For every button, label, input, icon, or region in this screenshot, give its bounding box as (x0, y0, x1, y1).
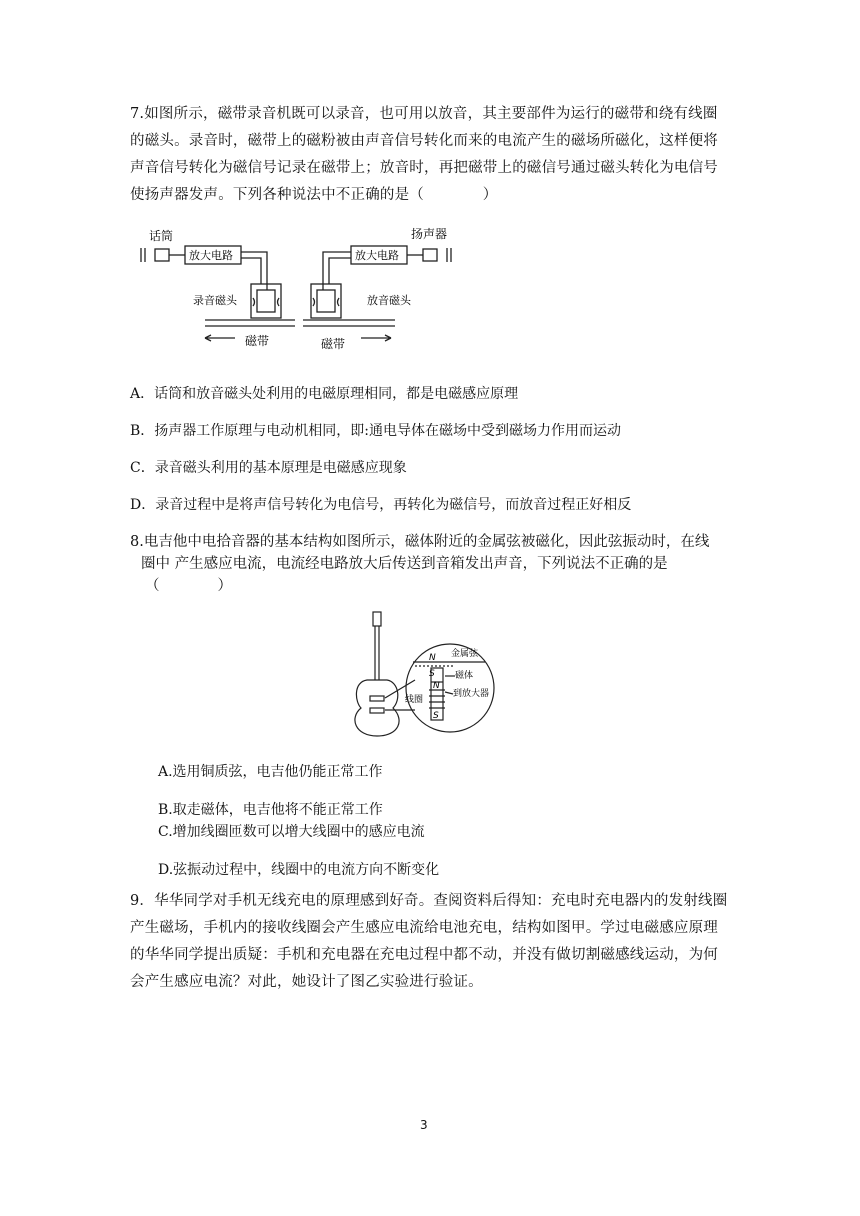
label-tape-left: 磁带 (245, 334, 270, 348)
q8-figure-guitar-pickup (345, 610, 495, 740)
label-tape-right: 磁带 (321, 337, 346, 351)
label-s-top: S (429, 669, 435, 679)
q8-option-d: D.弦振动过程中，线圈中的电流方向不断变化 (158, 862, 440, 878)
q8-stem-line3: （ ） (145, 578, 232, 594)
q7-figure-tape-recorder (135, 222, 475, 352)
q7-option-b: B．扬声器工作原理与电动机相同，即:通电导体在磁场中受到磁场力作用而运动 (130, 423, 622, 439)
label-speaker: 扬声器 (411, 227, 448, 241)
q8-option-a: A.选用铜质弦，电吉他仍能正常工作 (158, 764, 383, 780)
label-record-head: 录音磁头 (193, 294, 237, 307)
q8-option-b: B.取走磁体，电吉他将不能正常工作 (158, 802, 383, 818)
q7-option-c: C．录音磁头利用的基本原理是电磁感应现象 (130, 460, 407, 476)
q8-option-c: C.增加线圈匝数可以增大线圈中的感应电流 (158, 824, 425, 840)
q7-option-a: A．话筒和放音磁头处利用的电磁原理相同，都是电磁感应原理 (130, 386, 519, 402)
q7-stem: 7.如图所示，磁带录音机既可以录音，也可用以放音，其主要部件为运行的磁带和绕有线圈的磁头。录音时，磁带上的磁粉被由声音信号转化而来的电流产生的磁场所磁化，这样便将声音信号转化为磁信号记录在磁带上；放音时，再把磁带上的磁信号通过磁头转化为电信号使扬声器发声。下列各种说法中不正确的是（ ） (130, 106, 718, 203)
q8-stem-line1: 8.电吉他中电拾音器的基本结构如图所示，磁体附近的金属弦被磁化，因此弦振动时，在线 (130, 534, 710, 550)
label-magnet: 磁体 (455, 671, 474, 681)
q9-stem: 9．华华同学对手机无线充电的原理感到好奇。查阅资料后得知：充电时充电器内的发射线圈产生磁场，手机内的接收线圈会产生感应电流给电池充电，结构如图甲。学过电磁感应原理的华华同学提出质疑：手机和充电器在充电过程中都不动，并没有做切割磁感线运动，为何会产生感应电流？对此，她设计了图乙实验进行验证。 (130, 893, 728, 990)
label-mic: 话筒 (149, 229, 174, 243)
label-n-top: N (429, 653, 436, 663)
label-string: 金属弦 (451, 649, 479, 659)
label-play-head: 放音磁头 (367, 294, 411, 307)
label-n-mid: N (433, 681, 440, 691)
label-coil: 线圈 (405, 695, 424, 705)
label-amp-right: 放大电路 (355, 249, 399, 262)
q8-stem-line2: 圈中 产生感应电流，电流经电路放大后传送到音箱发出声音，下列说法不正确的是 (141, 556, 668, 572)
label-amp: 到放大器 (453, 689, 490, 699)
page-number: 3 (420, 1118, 428, 1132)
q7-option-d: D．录音过程中是将声信号转化为电信号，再转化为磁信号，而放音过程正好相反 (130, 497, 632, 513)
label-amp-left: 放大电路 (189, 249, 233, 262)
label-s-bot: S (433, 711, 439, 721)
